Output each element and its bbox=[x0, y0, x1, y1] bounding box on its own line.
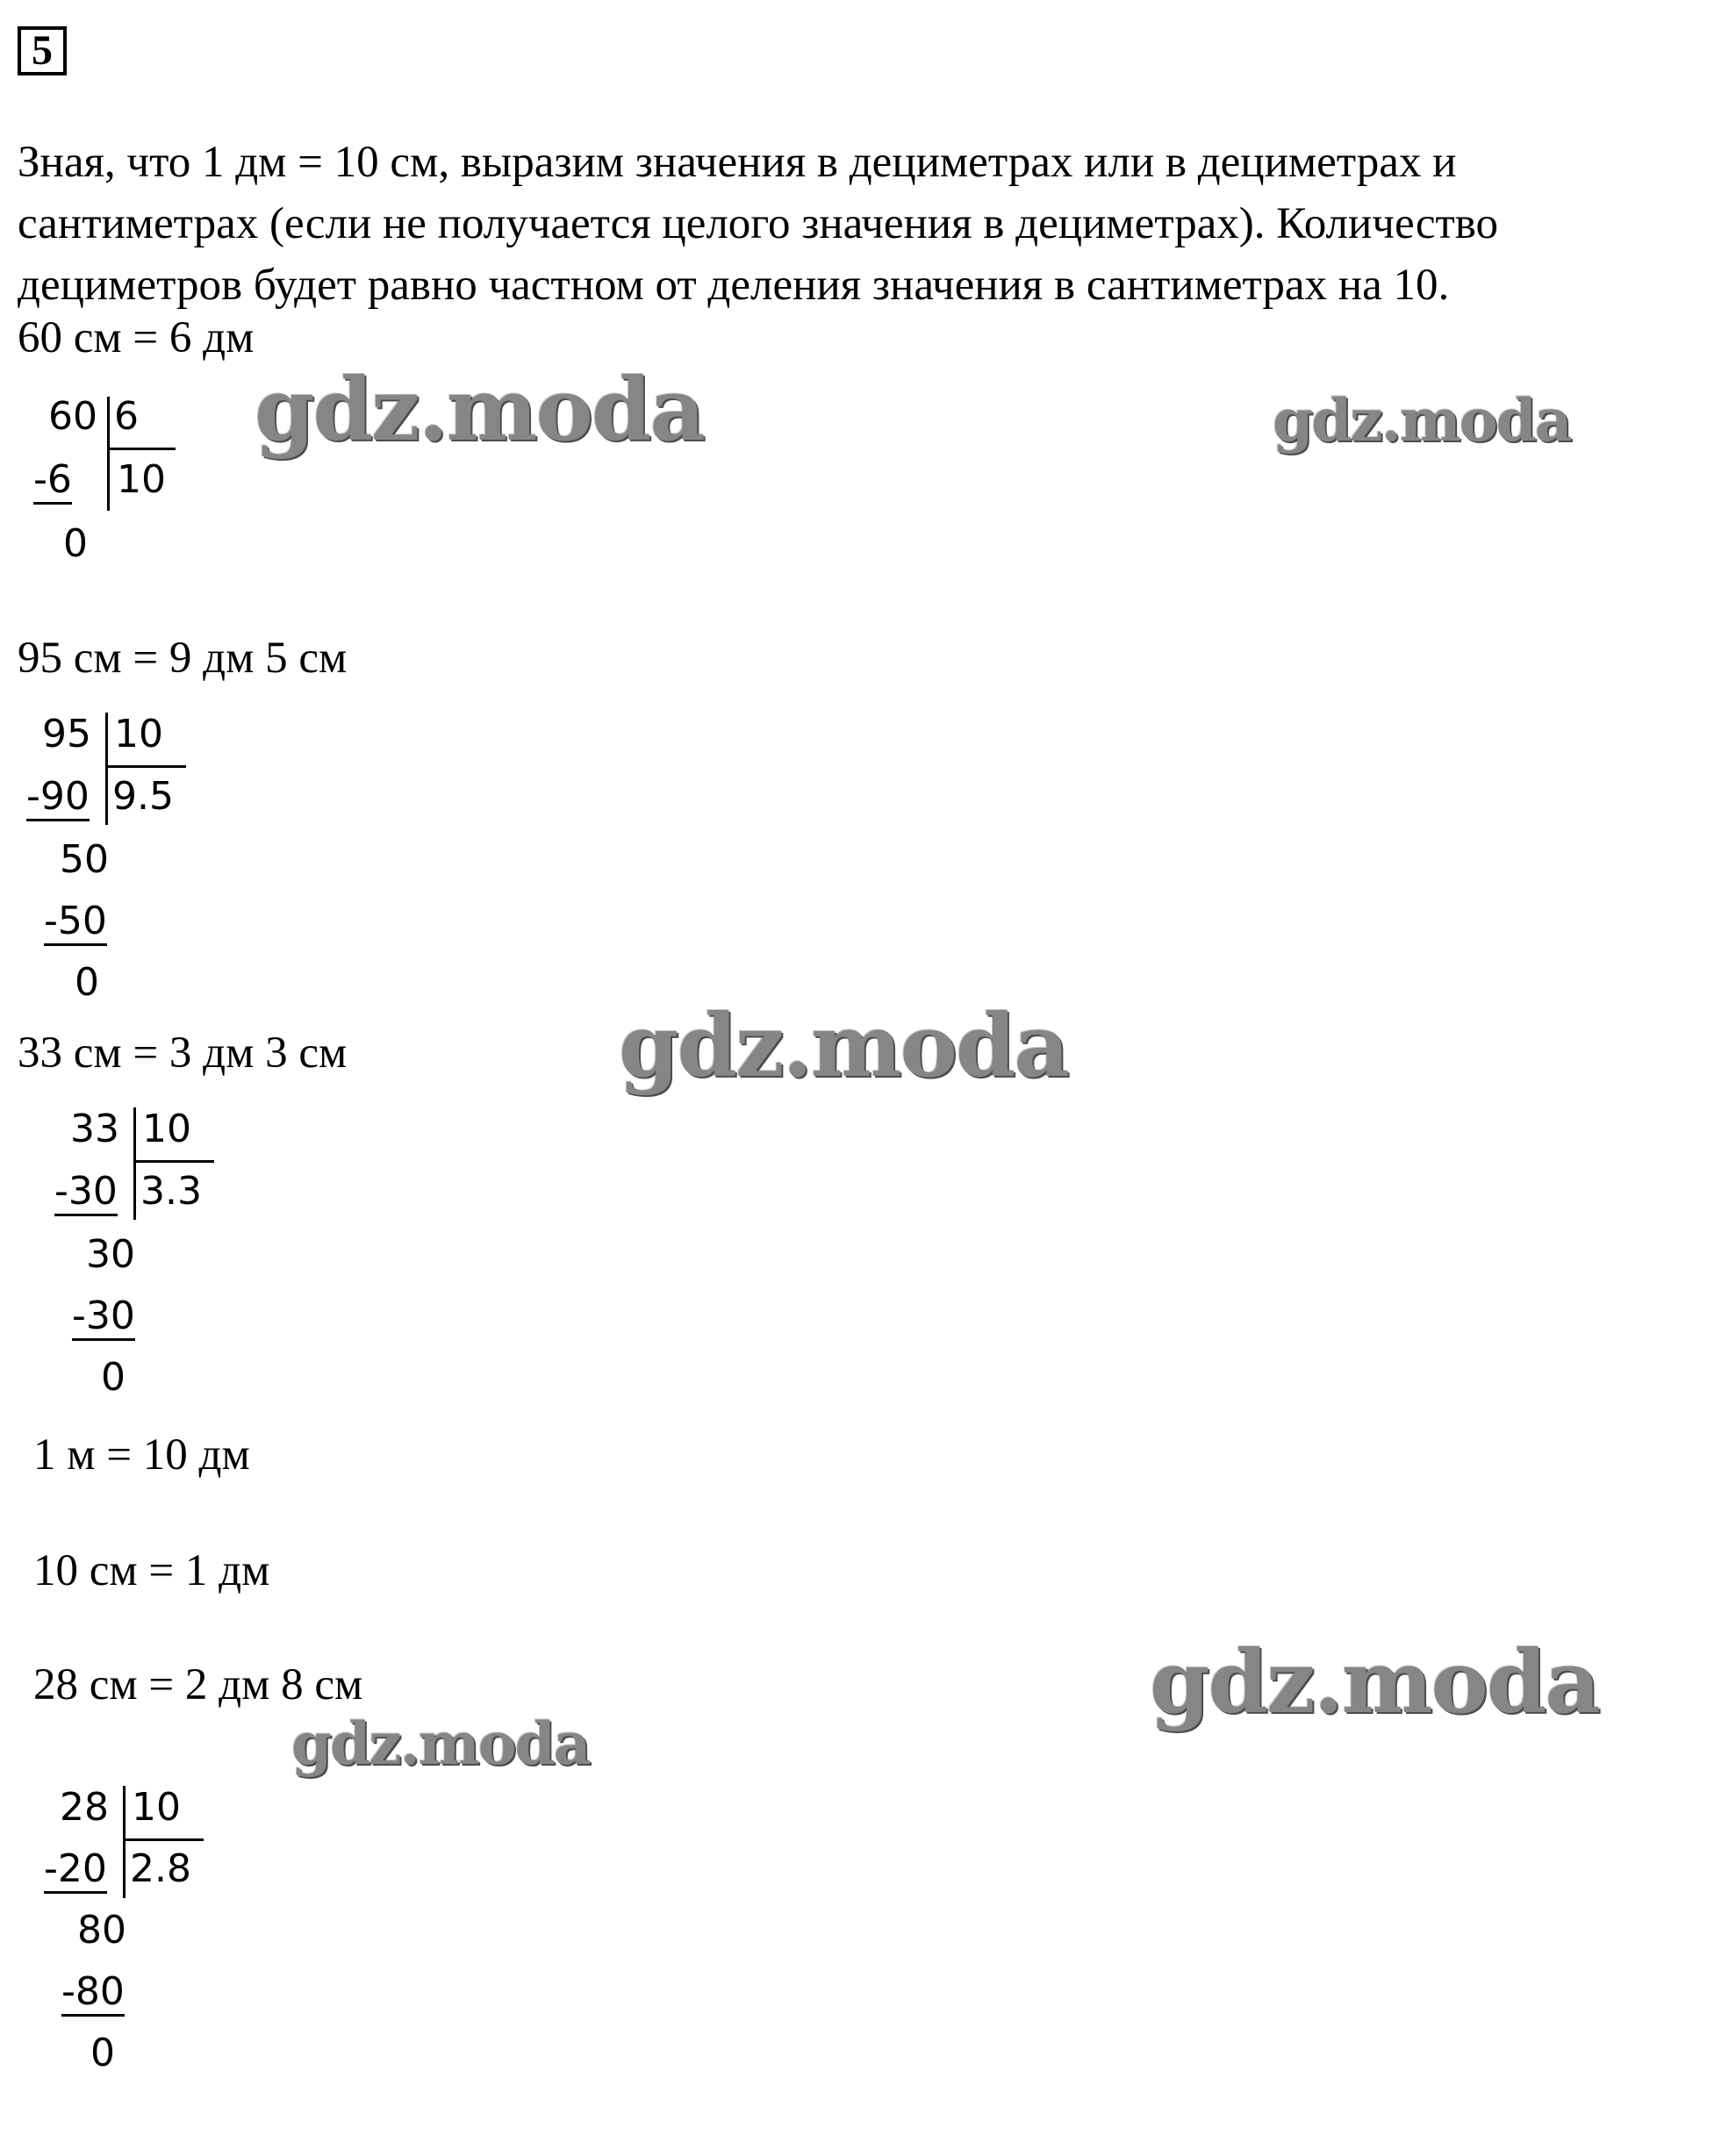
intro-text bbox=[18, 132, 1720, 316]
divisor: 10 bbox=[142, 1107, 191, 1151]
subtrahend: -6 bbox=[33, 458, 72, 505]
dividend: 33 bbox=[70, 1107, 119, 1151]
divisor: 6 bbox=[114, 394, 139, 439]
subtrahend-2: -80 bbox=[61, 1970, 125, 2017]
watermark-logo: gdz.moda bbox=[291, 1709, 590, 1778]
watermark-logo: gdz.moda bbox=[619, 996, 1068, 1097]
remainder: 0 bbox=[63, 521, 88, 566]
quotient: 9.5 bbox=[112, 774, 174, 819]
subtrahend-1: -90 bbox=[26, 775, 90, 821]
subtrahend-2: -30 bbox=[72, 1294, 135, 1341]
division-bracket-vertical bbox=[107, 397, 110, 511]
intro-line-3: дециметров будет равно частном от деления значения в сантиметрах на 10. bbox=[18, 261, 1450, 310]
equation-10cm: 10 см = 1 дм bbox=[33, 1546, 270, 1595]
division-bracket-horizontal bbox=[105, 765, 186, 768]
equation-95cm: 95 см = 9 дм 5 см bbox=[18, 634, 348, 683]
equation-33cm: 33 см = 3 дм 3 см bbox=[18, 1028, 348, 1078]
partial-dividend: 30 bbox=[86, 1232, 135, 1277]
subtrahend-2: -50 bbox=[44, 899, 107, 946]
intro-line-1: Зная, что 1 дм = 10 см, выразим значения в дециметрах или в дециметрах и bbox=[18, 138, 1457, 187]
division-bracket-horizontal bbox=[133, 1160, 214, 1163]
quotient: 10 bbox=[117, 457, 166, 502]
division-bracket-vertical bbox=[123, 1786, 126, 1898]
remainder: 0 bbox=[90, 2031, 115, 2075]
divisor: 10 bbox=[132, 1785, 181, 1830]
equation-60cm: 60 см = 6 дм bbox=[18, 313, 255, 362]
equation-1m: 1 м = 10 дм bbox=[33, 1430, 250, 1480]
dividend: 28 bbox=[60, 1785, 109, 1830]
subtrahend-1: -20 bbox=[44, 1847, 107, 1894]
division-bracket-horizontal bbox=[123, 1838, 204, 1841]
divisor: 10 bbox=[114, 712, 163, 756]
task-number-box: 5 bbox=[18, 26, 67, 75]
division-bracket-vertical bbox=[105, 713, 108, 825]
watermark-logo: gdz.moda bbox=[255, 360, 704, 461]
intro-line-2: сантиметрах (если не получается целого значения в дециметрах). Количество bbox=[18, 199, 1499, 248]
watermark-logo: gdz.moda bbox=[1150, 1632, 1599, 1733]
quotient: 2.8 bbox=[130, 1846, 191, 1891]
partial-dividend: 50 bbox=[60, 837, 109, 882]
division-bracket-horizontal bbox=[107, 448, 176, 450]
quotient: 3.3 bbox=[140, 1169, 202, 1214]
dividend: 95 bbox=[42, 712, 91, 756]
watermark-logo: gdz.moda bbox=[1273, 386, 1571, 455]
partial-dividend: 80 bbox=[77, 1908, 126, 1953]
equation-28cm: 28 см = 2 дм 8 см bbox=[33, 1660, 363, 1709]
division-bracket-vertical bbox=[133, 1107, 136, 1220]
dividend: 60 bbox=[48, 394, 97, 439]
subtrahend-1: -30 bbox=[54, 1170, 118, 1216]
remainder: 0 bbox=[75, 960, 99, 1005]
remainder: 0 bbox=[101, 1355, 126, 1400]
